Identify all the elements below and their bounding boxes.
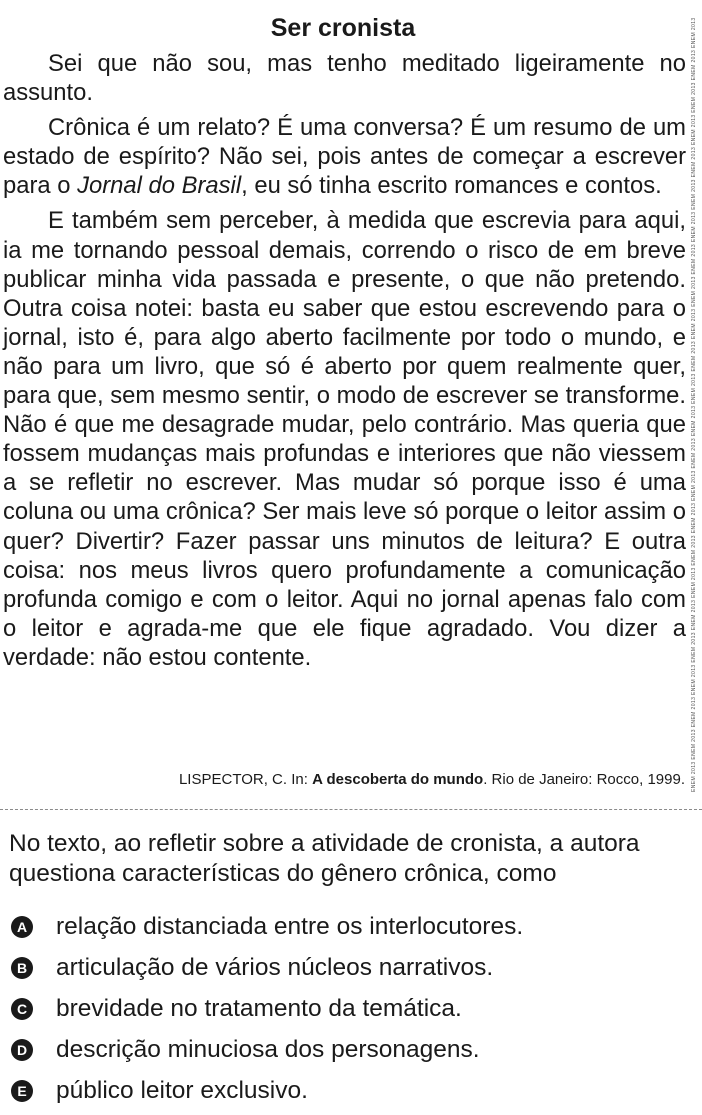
option-c[interactable] (11, 989, 523, 1030)
citation-suffix: . Rio de Janeiro: Rocco, 1999. (483, 771, 685, 788)
dashed-divider (0, 809, 702, 810)
paragraph-1: Sei que não sou, mas tenho meditado ligeiramente no assunto. (3, 50, 686, 107)
option-e[interactable] (11, 1070, 523, 1111)
paragraph-3: E também sem perceber, à medida que escrevia para aqui, ia me tornando pessoal demais, correndo o risco de em breve publicar minha vida passada e presente, o que não pretendo. Outra coisa notei: basta eu saber que estou escrevendo para o jornal, isto é, para algo aberto facilmente por todo o mundo, e não para um livro, que só é aberto por quem realmente quer, para que, sem mesmo sentir, o modo de escrever se transforme. Não é que me desagrade mudar, pelo contrário. Mas queria que fossem mudanças mais profundas e interiores que não viessem a se refletir no escrever. Mas mudar só porque isso é uma coluna ou uma crônica? Ser mais leve só porque o leitor assim o quer? Divertir? Fazer passar uns minutos de leitura? E outra coisa: nos meus livros quero profundamente a comunicação profunda comigo e com o leitor. Aqui no jornal apenas falo com o leitor e agrada-me que ele fique agradado. Vou dizer a verdade: não estou contente. (3, 207, 686, 671)
newspaper-name: Jornal do Brasil (77, 172, 242, 200)
side-watermark-text: ENEM 2013 ENEM 2013 ENEM 2013 ENEM 2013 ENEM 2013 ENEM 2013 ENEM 2013 ENEM 2013 ENEM 2013 ENEM 2013 ENEM 2013 ENEM 2013 ENEM 2013 ENEM 2013 ENEM 2013 ENEM 2013 ENEM 2013 ENEM 2013 ENEM 2013 ENEM 2013 ENEM 2013 ENEM 2013 ENEM 2013 ENEM 2013 (691, 17, 697, 792)
option-e-badge: E (11, 1080, 33, 1102)
option-b[interactable] (11, 948, 523, 989)
answer-options (11, 907, 523, 1111)
option-d-text: descrição minuciosa dos personagens. (56, 1035, 480, 1063)
option-e-text: público leitor exclusivo. (56, 1076, 308, 1104)
option-d[interactable] (11, 1029, 523, 1070)
paragraph-2-start: Crônica é um relato? É uma conversa? É um resumo de um estado de espírito? Não sei, pois antes de começar a escrever para o (3, 114, 686, 200)
option-c-badge: C (11, 998, 33, 1020)
option-b-text: articulação de vários núcleos narrativos. (56, 954, 494, 982)
option-b-badge: B (11, 957, 33, 979)
question-stem: No texto, ao refletir sobre a atividade de cronista, a autora questiona características do gênero crônica, como (9, 830, 640, 887)
option-a-badge: A (11, 916, 33, 938)
citation-prefix: LISPECTOR, C. In: (178, 771, 313, 788)
option-d-badge: D (11, 1039, 33, 1061)
paragraph-2 (3, 113, 686, 200)
book-title: A descoberta do mundo (312, 771, 484, 788)
source-citation (179, 771, 685, 788)
paragraph-2-end: , eu só tinha escrito romances e contos. (241, 172, 662, 200)
option-c-text: brevidade no tratamento da temática. (56, 994, 462, 1022)
chronicle-text (3, 49, 686, 678)
option-a-text: relação distanciada entre os interlocutores. (56, 913, 524, 941)
text-title: Ser cronista (270, 14, 416, 42)
option-a[interactable] (11, 907, 523, 948)
